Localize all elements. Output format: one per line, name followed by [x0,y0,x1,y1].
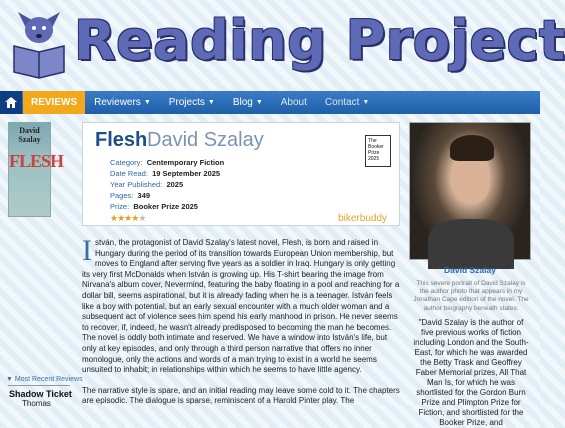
star-icon: ★ [124,213,132,223]
author-portrait [409,122,531,260]
star-icon: ★ [131,213,139,223]
nav-projects[interactable] [160,91,224,114]
nav-projects-label: Projects [168,97,205,108]
review-body [82,234,400,407]
divider [8,385,70,386]
reviewer-link[interactable]: bikerbuddy [338,213,387,224]
chevron-down-icon: ▼ [143,99,151,106]
meta-value: 349 [137,191,151,200]
book-author[interactable]: David Szalay [147,129,264,151]
book-title: Flesh [95,129,148,151]
portrait-caption: This severe portrait of David Szalay is the author photo that appears in my Jonathan Cape edition of the novel. The author biography beneath states: [413,280,529,312]
meta-label: Category: [110,158,143,167]
star-icon: ★ [110,213,118,223]
meta-date-read [110,169,220,178]
meta-label: Year Published: [110,180,163,189]
meta-label: Prize: [110,202,130,211]
author-name[interactable]: David Szalay [444,265,496,275]
cover-title: FLESH [9,151,64,171]
nav-reviewers-label: Reviewers [94,97,141,108]
dog-reading-logo-icon[interactable] [8,6,70,78]
nav-about[interactable] [272,91,316,114]
site-header [0,0,565,88]
nav-contact-label: Contact [324,97,360,108]
nav-about-label: About [280,97,307,108]
review-paragraph-text: stván, the protagonist of David Szalay's latest novel, Flesh, is born and raised in Hungary during the period of its transition towards European Union membership, but moves to England after serving five years as a soldier in Iraq. Hungary is only getting its very first McDonalds when István is growing up. His T-shirt bearing the image from Nirvana's album cover, Nevermind, featuring the baby floating in a pool and reaching for a dollar bill, seems aspirational, but it is already fading when he is a teenager. István feels like a boy with potential, but an early sexual encounter with a much older woman and a subsequent act of violence sees him spend his early manhood in prison. He never seems to recover, if, indeed, he wasn't already predisposed to becoming the man he becomes. The novel is oddly both intimate and reserved. We have a window into István's life, but only at key episodes, and only through a third person narrative that offers no inner monologue, only the actions and words of a man trying to exist in a world he seems unsuited to inhabit; in relationships within which he seems to have little agency. [82,238,400,375]
site-title[interactable]: Reading Project [74,9,565,72]
nav-reviews-label: REVIEWS [31,97,78,108]
booker-prize-badge: The Booker Prize 2025 [365,135,391,167]
portrait-shirt [428,219,514,269]
home-icon [5,97,17,108]
review-paragraph [82,234,400,376]
nav-contact[interactable] [316,91,378,114]
meta-value[interactable]: Booker Prize 2025 [133,202,198,211]
star-icon: ★ [138,213,146,223]
meta-value: 19 September 2025 [152,169,221,178]
main-nav [0,91,540,114]
portrait-hair [450,135,494,161]
meta-value: 2025 [166,180,184,189]
book-cover-thumbnail[interactable] [8,122,64,217]
drop-cap: I [82,234,92,267]
meta-value[interactable]: Centemporary Fiction [146,158,225,167]
star-icon: ★ [117,213,125,223]
rating-stars [110,213,145,224]
meta-category [110,158,224,167]
meta-pages [110,191,150,200]
cover-author: David Szalay [18,126,41,144]
author-bio: "David Szalay is the author of five previous works of fiction including London and the South-East, for which he was awarded the Betty Trask and Geoffrey Faber Memorial prizes, All That Man Is, for which he was shortlisted for the Gordon Burn Prize and Plimpton Prize for Fiction, and shortlisted for the Booker Prize, and [413,318,529,427]
chevron-down-icon: ▼ [362,99,370,106]
meta-label: Pages: [110,191,134,200]
nav-reviewers[interactable] [85,91,160,114]
recent-review-author: Thomas [22,399,51,408]
recent-review-title[interactable]: Shadow Ticket [9,389,72,399]
recent-reviews-heading[interactable]: ▼ Most Recent Reviews [6,376,83,383]
nav-blog[interactable] [224,91,272,114]
meta-label: Date Read: [110,169,148,178]
meta-year [110,180,183,189]
chevron-down-icon: ▼ [255,99,263,106]
book-info-card [82,122,400,226]
review-paragraph: The narrative style is spare, and an initial reading may leave some cold to it. The chapters are episodic. The dialogue is sparse, reminiscent of a Harold Pinter play. The [82,385,400,406]
nav-reviews[interactable] [23,91,85,114]
nav-blog-label: Blog [232,97,253,108]
meta-prize [110,202,198,211]
home-button[interactable] [0,91,22,114]
chevron-down-icon: ▼ [207,99,215,106]
